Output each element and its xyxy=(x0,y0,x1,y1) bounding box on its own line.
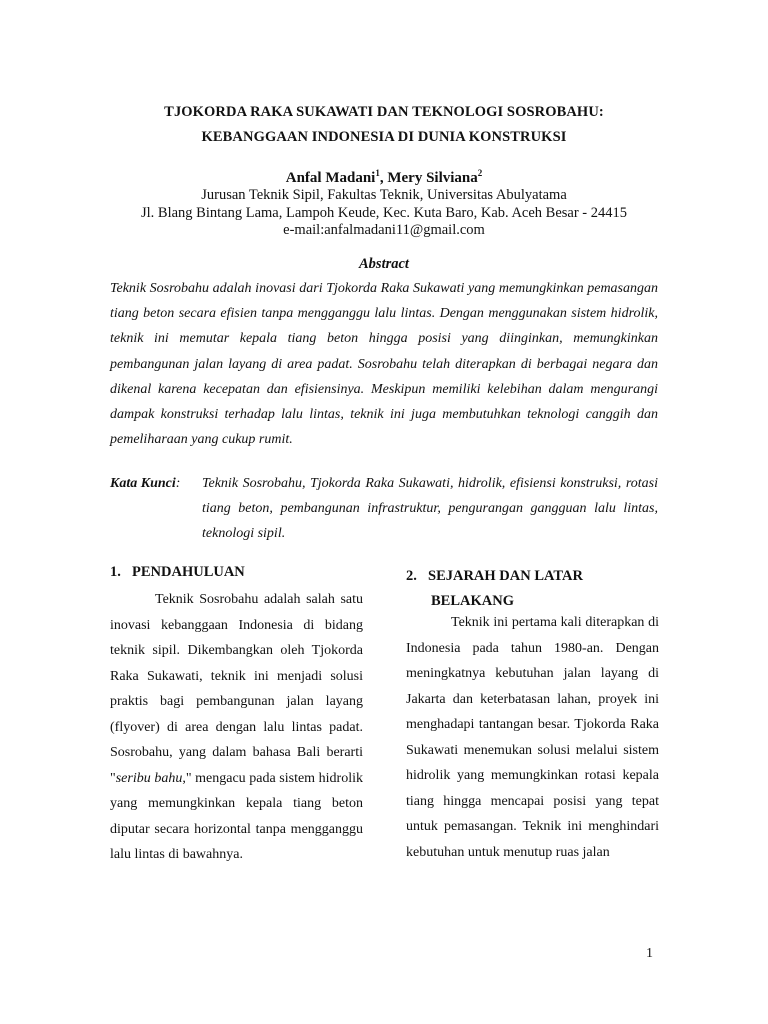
author-list xyxy=(100,168,668,187)
author-affiliation-mark: 2 xyxy=(477,168,483,178)
paragraph-text: Teknik Sosrobahu adalah salah satu inovasi kebanggaan Indonesia di bidang teknik sipil. Dikembangkan oleh Tjokorda Raka Sukawati, teknik ini menjadi solusi praktis bagi pembangunan jalan layang (flyover) di area dengan lalu lintas padat. Sosrobahu, yang dalam bahasa Bali berarti " xyxy=(110,592,363,786)
page-number: 1 xyxy=(646,946,653,961)
abstract-heading: Abstract xyxy=(359,256,409,272)
affiliation-department: Jurusan Teknik Sipil, Fakultas Teknik, Universitas Abulyatama xyxy=(201,187,567,203)
keywords-label xyxy=(110,471,180,496)
section-number: 2. xyxy=(406,568,417,584)
keywords-colon: : xyxy=(175,476,181,491)
affiliation-address: Jl. Blang Bintang Lama, Lampoh Keude, Kec. Kuta Baro, Kab. Aceh Besar - 24415 xyxy=(140,205,628,221)
section-title-continuation: BELAKANG xyxy=(431,593,514,609)
section-title: PENDAHULUAN xyxy=(132,564,245,580)
paper-title-line-1: TJOKORDA RAKA SUKAWATI DAN TEKNOLOGI SOSROBAHU: xyxy=(164,104,604,120)
author-email: e-mail:anfalmadani11@gmail.com xyxy=(283,222,485,238)
keywords-text: Teknik Sosrobahu, Tjokorda Raka Sukawati, hidrolik, efisiensi konstruksi, rotasi tiang beton, pembangunan infrastruktur, pengurangan gangguan lalu lintas, teknologi sipil. xyxy=(202,476,658,541)
section-number: 1. xyxy=(110,564,121,580)
author-name: Mery Silviana xyxy=(387,170,478,186)
paragraph-text: ," mengacu pada sistem hidrolik yang memungkinkan kepala tiang beton diputar secara horizontal tanpa mengganggu lalu lintas di bawahnya. xyxy=(110,770,363,862)
section-title: SEJARAH DAN LATAR xyxy=(428,568,583,584)
section-heading-sejarah xyxy=(406,564,583,614)
section-heading-pendahuluan xyxy=(110,564,245,581)
paper-title-line-2: KEBANGGAAN INDONESIA DI DUNIA KONSTRUKSI xyxy=(201,129,567,145)
section-body-sejarah xyxy=(406,610,659,865)
author-name: Anfal Madani xyxy=(285,170,376,186)
author-separator: , xyxy=(379,170,388,186)
paragraph: Teknik ini pertama kali diterapkan di Indonesia pada tahun 1980-an. Dengan meningkatnya kebutuhan jalan layang di Jakarta dan keterbatasan lahan, proyek ini menghadapi tantangan besar. Tjokorda Raka Sukawati menemukan solusi melalui sistem hidrolik yang memungkinkan rotasi kepala tiang hingga mencapai posisi yang tepat untuk pemasangan. Teknik ini menghindari kebutuhan untuk menutup ruas jalan xyxy=(406,615,659,860)
abstract-text: Teknik Sosrobahu adalah inovasi dari Tjokorda Raka Sukawati yang memungkinkan pemasangan tiang beton secara efisien tanpa mengganggu lalu lintas. Dengan menggunakan sistem hidrolik, teknik ini memutar kepala tiang beton hingga posisi yang diinginkan, memungkinkan pembangunan jalan layang di area padat. Sosrobahu telah diterapkan di berbagai negara dan dikenal karena kecepatan dan efisiensinya. Meskipun memiliki kelebihan dalam mengurangi dampak konstruksi terhadap lalu lintas, teknik ini juga membutuhkan teknologi canggih dan pemeliharaan yang cukup rumit. xyxy=(110,281,658,448)
section-body-pendahuluan xyxy=(110,587,363,868)
paragraph-italic-term: seribu bahu xyxy=(115,770,183,786)
keywords-label-text: Kata Kunci xyxy=(110,476,176,491)
author-affiliation-mark: 1 xyxy=(375,168,380,178)
paragraph xyxy=(110,587,363,868)
